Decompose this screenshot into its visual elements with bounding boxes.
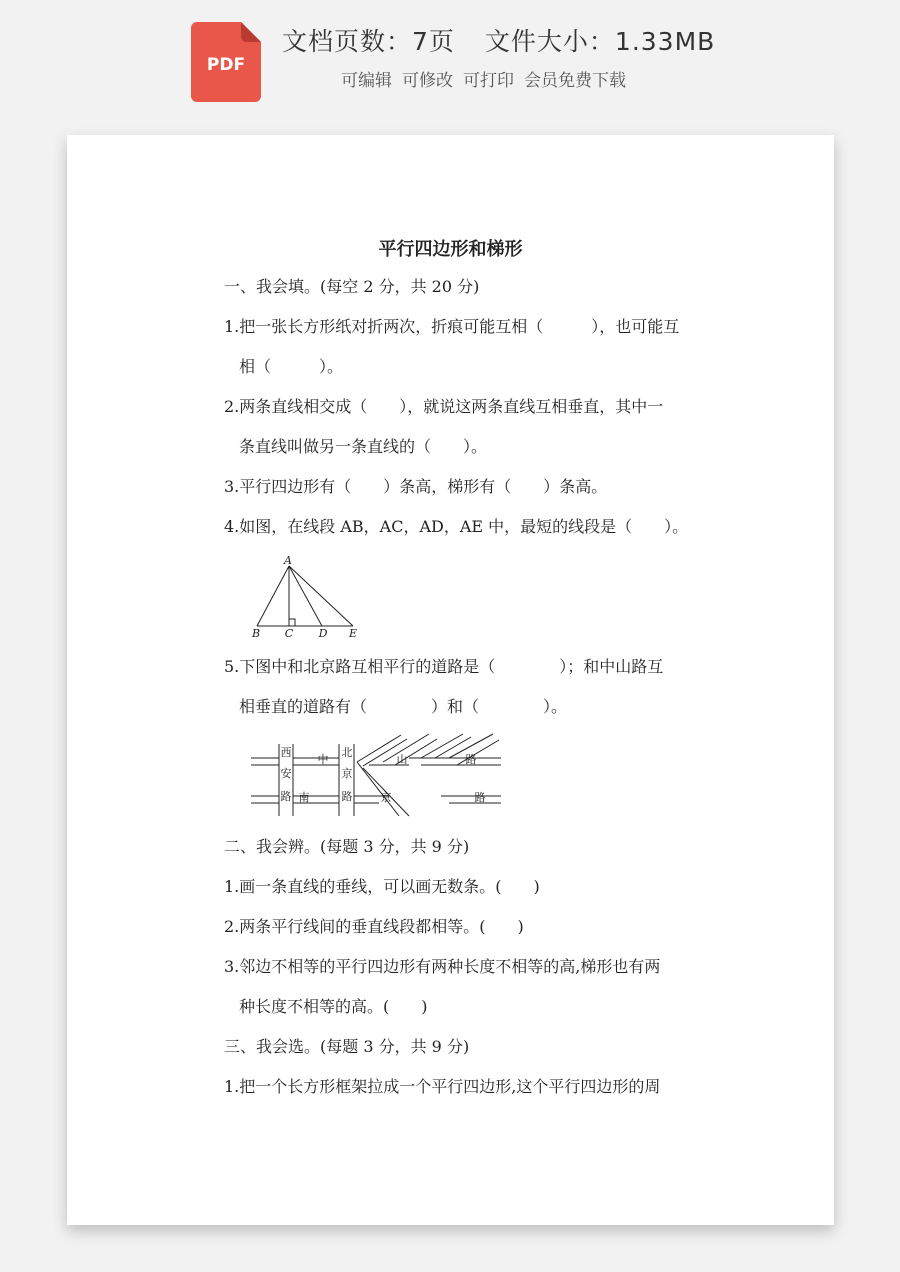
pdf-file-icon bbox=[191, 22, 261, 102]
section-heading-fill: 一、我会填。(每空 2 分，共 20 分) bbox=[224, 277, 480, 296]
road-label: 京 bbox=[341, 767, 353, 780]
question-line: 2.两条直线相交成（ ），就说这两条直线互相垂直，其中一 bbox=[224, 397, 664, 416]
section-heading-judge: 二、我会辨。(每题 3 分，共 9 分) bbox=[224, 837, 470, 856]
feature-printable: 可打印 bbox=[463, 71, 514, 91]
label-d: D bbox=[318, 627, 328, 640]
road-map-figure bbox=[249, 732, 509, 820]
question-line: 1.画一条直线的垂线，可以画无数条。( ) bbox=[224, 877, 540, 896]
question-line: 1.把一张长方形纸对折两次，折痕可能互相（ ），也可能互 bbox=[224, 317, 680, 336]
label-a: A bbox=[284, 555, 292, 567]
road-label: 北 bbox=[341, 746, 353, 759]
label-e: E bbox=[348, 627, 358, 640]
file-size: 文件大小：1.33MB bbox=[484, 27, 716, 56]
question-line: 4.如图，在线段 AB，AC，AD，AE 中，最短的线段是（ ）。 bbox=[224, 517, 689, 536]
question-line: 条直线叫做另一条直线的（ ）。 bbox=[239, 437, 488, 456]
road-label: 山 bbox=[396, 753, 408, 766]
question-line: 相（ ）。 bbox=[239, 357, 344, 376]
pdf-badge-label: PDF bbox=[206, 55, 246, 75]
road-label: 路 bbox=[465, 753, 477, 766]
document-page bbox=[67, 135, 834, 1225]
road-label: 路 bbox=[341, 790, 353, 803]
road-label: 路 bbox=[474, 791, 486, 804]
feature-editable: 可编辑 bbox=[341, 71, 392, 91]
road-label: 中 bbox=[317, 753, 329, 766]
question-line: 2.两条平行线间的垂直线段都相等。( ) bbox=[224, 917, 524, 936]
road-label: 京 bbox=[380, 791, 392, 804]
road-label: 西 bbox=[280, 746, 292, 759]
feature-list bbox=[341, 66, 626, 91]
feature-member-download: 会员免费下载 bbox=[524, 71, 626, 91]
road-label: 路 bbox=[280, 790, 292, 803]
question-line: 种长度不相等的高。( ) bbox=[239, 997, 428, 1016]
feature-modifiable: 可修改 bbox=[402, 71, 453, 91]
page-title: 平行四边形和梯形 bbox=[378, 239, 523, 260]
section-heading-choose: 三、我会选。(每题 3 分，共 9 分) bbox=[224, 1037, 470, 1056]
label-c: C bbox=[284, 627, 294, 640]
page-count: 文档页数：7页 bbox=[282, 27, 455, 56]
question-line: 相垂直的道路有（ ）和（ ）。 bbox=[239, 697, 568, 716]
road-label: 安 bbox=[280, 767, 292, 780]
label-b: B bbox=[251, 627, 261, 640]
document-meta bbox=[282, 22, 715, 58]
question-line: 3.邻边不相等的平行四边形有两种长度不相等的高,梯形也有两 bbox=[224, 957, 661, 976]
question-line: 3.平行四边形有（ ）条高，梯形有（ ）条高。 bbox=[224, 477, 608, 496]
road-label: 南 bbox=[298, 791, 310, 804]
question-line: 5.下图中和北京路互相平行的道路是（ ）；和中山路互 bbox=[224, 657, 664, 676]
triangle-figure bbox=[249, 555, 369, 641]
question-line: 1.把一个长方形框架拉成一个平行四边形,这个平行四边形的周 bbox=[224, 1077, 661, 1096]
